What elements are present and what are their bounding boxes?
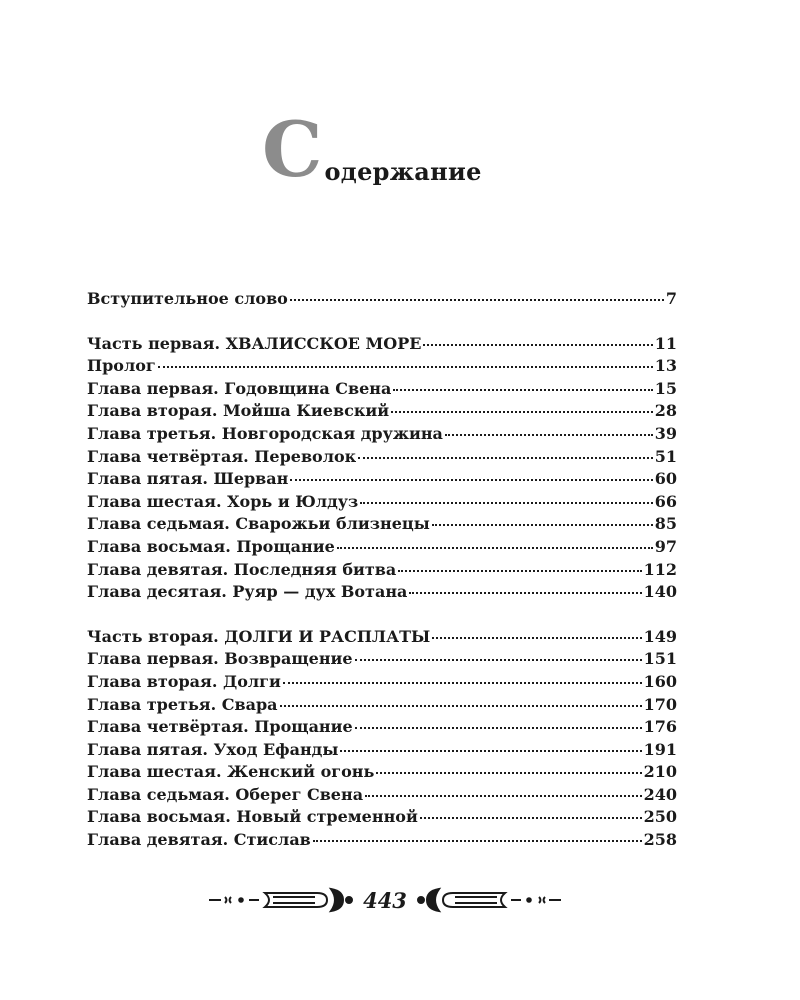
toc-entry-title: Глава девятая. Стислав: [87, 830, 311, 850]
toc-entry-page: 149: [643, 626, 677, 646]
toc-entry-page: 112: [643, 559, 677, 579]
toc-entry-title: Глава восьмая. Новый стременной: [87, 807, 418, 827]
dot-leader: [432, 637, 641, 639]
toc-entry-title: Глава третья. Свара: [87, 694, 278, 714]
dot-leader: [355, 659, 642, 661]
toc-entry[interactable]: [87, 559, 677, 582]
toc-part-two: [87, 626, 677, 852]
toc-entry-title: Глава первая. Возвращение: [87, 649, 353, 669]
toc-entry[interactable]: [87, 333, 677, 356]
toc-entry-page: 85: [654, 514, 677, 534]
dot-leader: [432, 524, 653, 526]
toc-entry-title: Пролог: [87, 356, 156, 376]
table-of-contents: [87, 288, 677, 852]
toc-entry-title: Глава седьмая. Сварожьи близнецы: [87, 514, 430, 534]
toc-entry-page: 176: [643, 717, 677, 737]
toc-entry-title: Глава шестая. Хорь и Юлдуз: [87, 491, 359, 511]
dot-leader: [290, 299, 664, 301]
toc-entry[interactable]: [87, 626, 677, 649]
toc-entry-title: Глава десятая. Руяр — дух Вотана: [87, 582, 408, 602]
toc-entry-title: Глава шестая. Женский огонь: [87, 762, 375, 782]
toc-entry-page: 151: [643, 649, 677, 669]
toc-entry-title: Глава восьмая. Прощание: [87, 536, 335, 556]
toc-entry-title: Глава седьмая. Оберег Свена: [87, 784, 364, 804]
toc-entry-intro[interactable]: [87, 288, 677, 311]
dot-leader: [337, 547, 653, 549]
toc-entry-page: 13: [654, 356, 677, 376]
toc-entry-page: 11: [654, 333, 677, 353]
toc-entry-page: 39: [654, 423, 677, 443]
toc-entry-title: Глава девятая. Последняя битва: [87, 559, 397, 579]
dot-leader: [393, 389, 652, 391]
toc-entry[interactable]: [87, 423, 677, 446]
toc-entry[interactable]: [87, 581, 677, 604]
toc-entry[interactable]: [87, 378, 677, 401]
dot-leader: [376, 772, 641, 774]
toc-entry-title: Часть первая. ХВАЛИССКОЕ МОРЕ: [87, 333, 422, 353]
section-gap: [87, 604, 677, 626]
toc-entry[interactable]: [87, 806, 677, 829]
drop-cap-initial: С: [262, 105, 323, 194]
page-title-text: одержание: [324, 157, 482, 186]
toc-entry-page: 210: [643, 762, 677, 782]
toc-entry[interactable]: [87, 739, 677, 762]
dot-leader: [391, 411, 653, 413]
dot-leader: [409, 592, 641, 594]
toc-entry-page: 160: [643, 671, 677, 691]
toc-entry-title: Глава четвёртая. Переволок: [87, 446, 357, 466]
dot-leader: [360, 502, 652, 504]
toc-entry-page: 140: [643, 582, 677, 602]
dot-leader: [313, 840, 642, 842]
dot-leader: [445, 434, 653, 436]
toc-entry[interactable]: [87, 513, 677, 536]
page-number: 443: [363, 887, 407, 913]
toc-entry-page: 240: [643, 784, 677, 804]
toc-entry-title: Часть вторая. ДОЛГИ И РАСПЛАТЫ: [87, 626, 431, 646]
right-ornament-icon: [413, 885, 563, 915]
toc-entry[interactable]: [87, 491, 677, 514]
dot-leader: [423, 344, 652, 346]
page-footer: [200, 880, 570, 920]
toc-entry[interactable]: [87, 716, 677, 739]
toc-entry-title: Глава первая. Годовщина Свена: [87, 378, 392, 398]
toc-entry-page: 97: [654, 536, 677, 556]
toc-entry-page: 7: [665, 289, 677, 308]
toc-entry-title: Глава третья. Новгородская дружина: [87, 423, 443, 443]
section-gap: [87, 311, 677, 333]
toc-entry[interactable]: [87, 648, 677, 671]
toc-entry[interactable]: [87, 536, 677, 559]
toc-entry-title: Глава четвёртая. Прощание: [87, 717, 353, 737]
toc-entry-page: 66: [654, 491, 677, 511]
dot-leader: [283, 682, 642, 684]
toc-entry-title: Глава пятая. Уход Ефанды: [87, 739, 339, 759]
toc-entry[interactable]: [87, 829, 677, 852]
left-ornament-icon: [207, 885, 357, 915]
toc-entry[interactable]: [87, 784, 677, 807]
dot-leader: [398, 570, 641, 572]
toc-entry-page: 250: [643, 807, 677, 827]
dot-leader: [420, 817, 642, 819]
toc-entry-page: 51: [654, 446, 677, 466]
dot-leader: [290, 479, 652, 481]
toc-entry-page: 170: [643, 694, 677, 714]
toc-entry-title: Глава вторая. Мойша Киевский: [87, 401, 390, 421]
dot-leader: [280, 705, 642, 707]
toc-entry[interactable]: [87, 761, 677, 784]
toc-entry[interactable]: [87, 468, 677, 491]
dot-leader: [358, 457, 653, 459]
dot-leader: [158, 366, 653, 368]
toc-entry-page: 28: [654, 401, 677, 421]
toc-entry-page: 60: [654, 469, 677, 489]
toc-entry[interactable]: [87, 400, 677, 423]
toc-entry[interactable]: [87, 355, 677, 378]
toc-entry-page: 15: [654, 378, 677, 398]
toc-entry[interactable]: [87, 671, 677, 694]
toc-entry-title: Глава вторая. Долги: [87, 671, 281, 691]
toc-entry[interactable]: [87, 694, 677, 717]
dot-leader: [340, 750, 641, 752]
dot-leader: [355, 727, 642, 729]
toc-entry[interactable]: [87, 446, 677, 469]
page-title: [262, 105, 482, 194]
toc-entry-page: 191: [643, 739, 677, 759]
toc-entry-title: Глава пятая. Шерван: [87, 469, 289, 489]
toc-entry-title: Вступительное слово: [87, 289, 288, 308]
dot-leader: [365, 795, 642, 797]
toc-entry-page: 258: [643, 830, 677, 850]
toc-part-one: [87, 333, 677, 604]
